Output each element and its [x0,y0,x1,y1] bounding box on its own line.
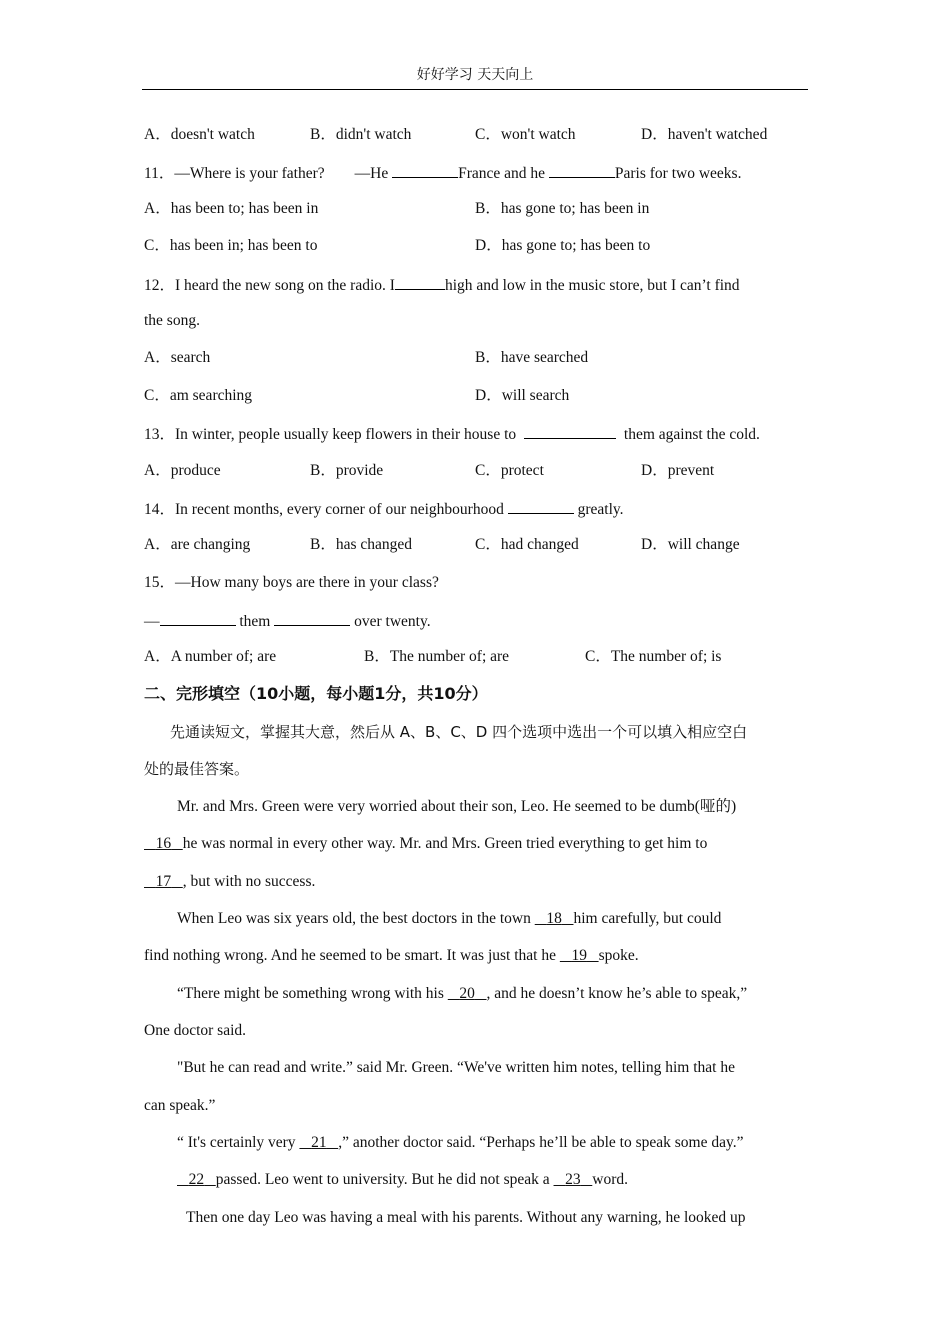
passage-p3-text-a: “There might be something wrong with his [177,985,444,1002]
passage-p2-line2 [144,946,639,966]
q11-part2: —He [354,165,389,182]
q11-option-c: C．has been in; has been to [144,237,318,254]
q13-option-a: A．produce [144,462,221,479]
blank-20: 20 [459,985,475,1002]
q14-suffix: greatly. [577,501,624,518]
passage-p2-text-b: him carefully, but could [573,910,722,927]
passage-p5-text-a: “ It's certainly very [177,1134,296,1151]
blank-17: 17 [155,873,172,890]
q14-prefix: 14．In recent months, every corner of our neighbourhood [144,501,504,518]
q14-option-a: A．are changing [144,536,251,553]
section-2-title: 二、完形填空（10小题，每小题1分，共10分） [144,684,488,703]
passage-p3-line2: One doctor said. [144,1022,247,1039]
blank-19: 19 [571,947,587,964]
q11-option-d: D．has gone to; has been to [475,237,651,254]
question-15: 15．—How many boys are there in your class? [144,574,439,591]
q15-answer-line [144,610,431,632]
blank-23: 23 [565,1171,581,1188]
q15-dash: — [144,613,160,630]
passage-p1-text-b: he was normal in every other way. Mr. and Mrs. Green tried everything to get him to [182,835,708,852]
q11-blank-2 [549,162,615,178]
q11-part3: France and he [458,165,546,182]
passage-p6-text-a: passed. Leo went to university. But he did not speak a [215,1171,550,1188]
passage-p3-text-b: , and he doesn’t know he’s able to speak,” [486,985,748,1002]
blank-16: 16 [155,835,172,852]
q12-option-d: D．will search [475,387,570,404]
passage-p7-line1: Then one day Leo was having a meal with his parents. Without any warning, he looked up [186,1209,746,1226]
passage-p4-line2: can speak.” [144,1097,216,1114]
q15-blank-1 [160,610,236,626]
q11-option-b: B．has gone to; has been in [475,200,650,217]
passage-p2-text-a: When Leo was six years old, the best doctors in the town [177,910,531,927]
q12-suffix: high and low in the music store, but I can’t find [444,277,740,294]
passage-p1-text-c: , but with no success. [182,873,316,890]
passage-p1-line2 [144,834,707,854]
q14-option-d: D．will change [641,536,740,553]
q11-option-a: A．has been to; has been in [144,200,319,217]
passage-p6-text-b: word. [592,1171,629,1188]
q15-option-c: C．The number of; is [585,648,722,665]
q12-prefix: 12．I heard the new song on the radio. I [144,277,395,294]
page-header: 好好学习 天天向上 [416,67,534,83]
q10-option-b: B．didn't watch [310,126,412,143]
q10-option-c: C．won't watch [475,126,576,143]
q10-option-a: A．doesn't watch [144,126,255,143]
question-11 [144,162,741,184]
passage-p4-line1: "But he can read and write.” said Mr. Green. “We've written him notes, telling him that he [177,1059,735,1076]
q13-suffix: them against the cold. [623,426,760,443]
question-13 [144,423,760,445]
section-2-instructions-line1: 先通读短文，掌握其大意，然后从 A、B、C、D 四个选项中选出一个可以填入相应空白 [170,723,748,741]
q13-blank [524,423,616,439]
q12-option-b: B．have searched [475,349,589,366]
q14-option-c: C．had changed [475,536,579,553]
passage-p5-line1 [177,1133,743,1153]
q12-blank [395,274,445,290]
passage-p1-line3 [144,872,315,892]
q13-prefix: 13．In winter, people usually keep flowers in their house to [144,426,517,443]
passage-p2-text-d: spoke. [598,947,639,964]
q15-option-a: A．A number of; are [144,648,277,665]
q11-part4: Paris for two weeks. [614,165,742,182]
passage-p2-text-c: find nothing wrong. And he seemed to be smart. It was just that he [144,947,556,964]
q14-blank [508,498,574,514]
passage-p3-line1 [177,984,747,1004]
q15-end: over twenty. [354,613,431,630]
passage-p2-line1 [177,909,721,929]
q15-blank-2 [274,610,350,626]
q15-option-b: B．The number of; are [364,648,510,665]
passage-p5-text-b: ,” another doctor said. “Perhaps he’ll be able to speak some day.” [338,1134,744,1151]
q12-continuation: the song. [144,312,200,329]
passage-p1-line1: Mr. and Mrs. Green were very worried about their son, Leo. He seemed to be dumb(哑的) [177,798,737,815]
q11-prefix: 11．—Where is your father? [144,165,325,182]
q12-option-a: A．search [144,349,211,366]
section-2-instructions-line2: 处的最佳答案。 [144,760,250,778]
blank-18: 18 [546,910,562,927]
question-12 [144,274,740,296]
blank-22: 22 [188,1171,205,1188]
q12-option-c: C．am searching [144,387,253,404]
question-14 [144,498,624,520]
q14-option-b: B．has changed [310,536,413,553]
q13-option-c: C．protect [475,462,544,479]
passage-p6-line1 [177,1170,628,1190]
q11-blank-1 [392,162,458,178]
blank-21: 21 [311,1134,327,1151]
header-rule [142,89,808,90]
q10-option-d: D．haven't watched [641,126,768,143]
q13-option-d: D．prevent [641,462,715,479]
q15-mid: them [239,613,271,630]
q13-option-b: B．provide [310,462,384,479]
